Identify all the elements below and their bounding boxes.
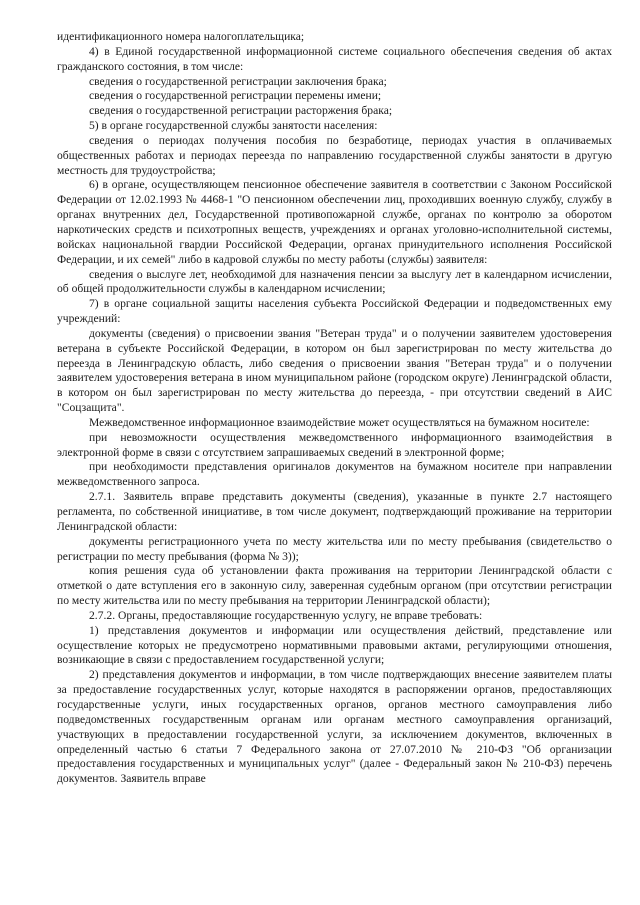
- paragraph: при невозможности осуществления межведомственного информационного взаимодействия в электронной форме в связи с отсутствием запрашиваемых сведений в электронной форме;: [57, 430, 612, 459]
- paragraph: идентификационного номера налогоплательщика;: [57, 30, 305, 43]
- paragraph: 4) в Единой государственной информационной системе социального обеспечения сведения об актах гражданского состояния, в том числе:: [57, 44, 612, 73]
- paragraph: копия решения суда об установлении факта проживания на территории Ленинградской области с отметкой о дате вступления его в законную силу, заверенная судебным органом (при отсутствии регистрации по месту жительства или по месту пребывания на территории Ленинградской области);: [57, 564, 612, 608]
- paragraph: Межведомственное информационное взаимодействие может осуществляться на бумажном носителе:: [89, 415, 590, 429]
- paragraph: документы (сведения) о присвоении звания "Ветеран труда" и о получении заявителем удостоверения ветерана в субъекте Российской Федерации, в котором он был зарегистрирован по месту жительства до переезда в Ленинградскую область, либо сведения о присвоении звания "Ветеран труда" и о получении заявителем удостоверения ветерана в ином муниципальном районе (городском округе) Ленинградской области, в котором он был зарегистрирован по месту жительства до переезда, - при отсутствии сведений в АИС "Соцзащита".: [57, 326, 612, 415]
- paragraph: 2) представления документов и информации, в том числе подтверждающих внесение заявителем платы за предоставление государственных услуг, которые находятся в распоряжении органов, предоставляющих государственные услуги, иных государственных органов, органов местного самоуправления либо подведомственных государственным органам или органам местного самоуправления организаций, участвующих в предоставлении государственной услуги, за исключением документов, включенных в определенный частью 6 статьи 7 Федерального закона от 27.07.2010 № 210-ФЗ "Об организации предоставления государственных и муниципальных услуг" (далее - Федеральный закон № 210-ФЗ) перечень документов. Заявитель вправе: [57, 668, 612, 786]
- paragraph: 1) представления документов и информации или осуществления действий, представление или осуществление которых не предусмотрено нормативными правовыми актами, регулирующими отношения, возникающие в связи с предоставлением государственной услуги;: [57, 623, 612, 667]
- paragraph: документы регистрационного учета по месту жительства или по месту пребывания (свидетельство о регистрации по месту пребывания (форма № 3));: [57, 534, 612, 563]
- paragraph: сведения о государственной регистрации расторжения брака;: [89, 104, 393, 118]
- paragraph: сведения о периодах получения пособия по безработице, периодах участия в оплачиваемых общественных работах и периодах переезда по направлению государственной службы занятости в другую местность для трудоустройства;: [57, 133, 612, 177]
- paragraph: 6) в органе, осуществляющем пенсионное обеспечение заявителя в соответствии с Законом Российской Федерации от 12.02.1993 № 4468-1 "О пенсионном обеспечении лиц, проходивших военную службу, службу в органах внутренних дел, Государственной противопожарной службе, органах по контролю за оборотом наркотических средств и психотропных веществ, учреждениях и органах уголовно-исполнительной системы, войсках национальной гвардии Российской Федерации, органах принудительного исполнения Российской Федерации, и их семей" либо в кадровой службы по месту работы (службы) заявителя:: [57, 178, 612, 266]
- paragraph: 2.7.1. Заявитель вправе представить документы (сведения), указанные в пункте 2.7 настоящего регламента, по собственной инициативе, в том числе документ, подтверждающий проживание на территории Ленинградской области:: [57, 490, 612, 533]
- paragraph: сведения о государственной регистрации перемены имени;: [89, 89, 382, 103]
- paragraph: сведения о государственной регистрации заключения брака;: [89, 74, 387, 88]
- paragraph: 2.7.2. Органы, предоставляющие государственную услугу, не вправе требовать:: [89, 608, 483, 622]
- paragraph: 7) в органе социальной защиты населения субъекта Российской Федерации и подведомственных ему учреждений:: [57, 297, 612, 326]
- paragraph: 5) в органе государственной службы занятости населения:: [89, 119, 378, 133]
- paragraph: при необходимости представления оригиналов документов на бумажном носителе при направлении межведомственного запроса.: [57, 460, 612, 489]
- paragraph: сведения о выслуге лет, необходимой для назначения пенсии за выслугу лет в календарном исчислении, об общей продолжительности службы в календарном исчислении;: [57, 267, 612, 296]
- document-body: [57, 30, 612, 787]
